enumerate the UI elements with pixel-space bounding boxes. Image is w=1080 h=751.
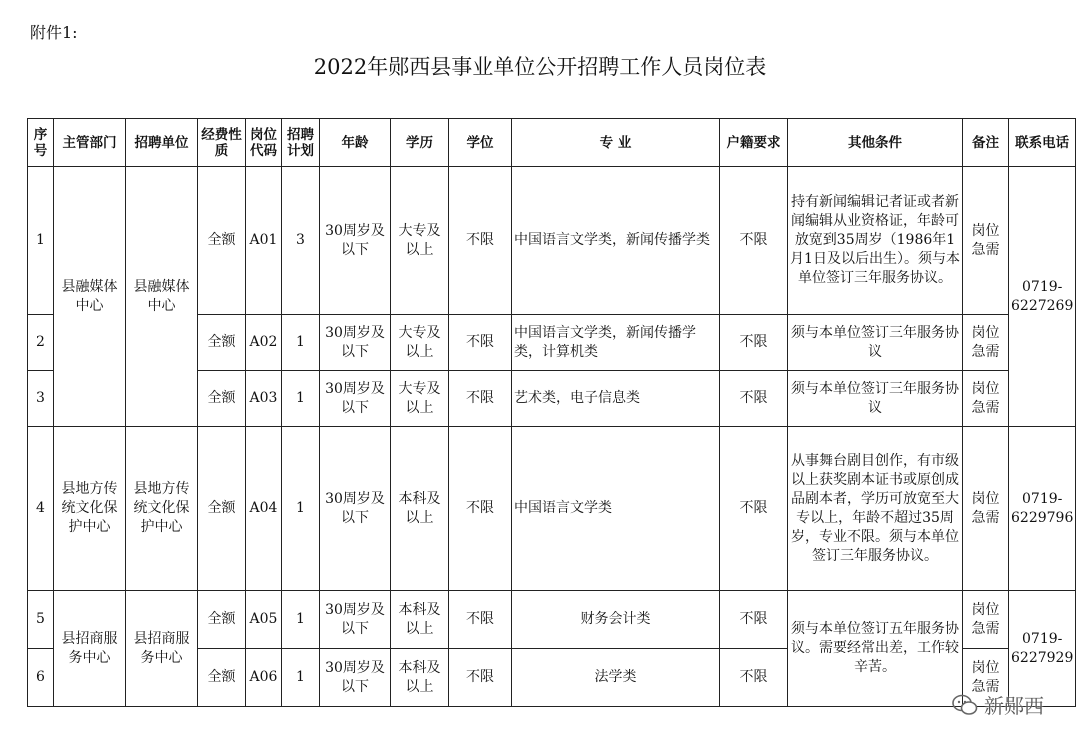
cell-education: 本科及以上	[391, 649, 449, 707]
header-seq: 序号	[28, 119, 54, 167]
page-title: 2022年郧西县事业单位公开招聘工作人员岗位表	[313, 55, 767, 79]
cell-hukou: 不限	[720, 427, 788, 591]
cell-age: 30周岁及以下	[320, 167, 391, 315]
cell-remark: 岗位急需	[963, 427, 1009, 591]
cell-age: 30周岁及以下	[320, 371, 391, 427]
cell-seq: 2	[28, 315, 54, 371]
header-code: 岗位代码	[246, 119, 282, 167]
cell-seq: 3	[28, 371, 54, 427]
cell-education: 大专及以上	[391, 167, 449, 315]
cell-seq: 5	[28, 591, 54, 649]
cell-code: A05	[246, 591, 282, 649]
cell-code: A03	[246, 371, 282, 427]
cell-hukou: 不限	[720, 167, 788, 315]
cell-seq: 1	[28, 167, 54, 315]
header-hukou: 户籍要求	[720, 119, 788, 167]
cell-dept: 县融媒体中心	[54, 167, 126, 427]
cell-funding: 全额	[198, 649, 246, 707]
cell-age: 30周岁及以下	[320, 427, 391, 591]
recruitment-table	[27, 118, 1076, 707]
cell-other: 从事舞台剧目创作，有市级以上获奖剧本证书或原创成品剧本者，学历可放宽至大专以上，年龄不超过35周岁，专业不限。须与本单位签订三年服务协议。	[788, 427, 963, 591]
header-degree: 学位	[449, 119, 512, 167]
cell-other: 须与本单位签订五年服务协议。需要经常出差，工作较辛苦。	[788, 591, 963, 707]
table-header-row	[28, 119, 1076, 167]
header-contact: 联系电话	[1009, 119, 1076, 167]
cell-plan: 1	[282, 427, 320, 591]
cell-degree: 不限	[449, 315, 512, 371]
cell-remark: 岗位急需	[963, 591, 1009, 649]
header-education: 学历	[391, 119, 449, 167]
cell-plan: 1	[282, 315, 320, 371]
cell-major: 中国语言文学类	[512, 427, 720, 591]
cell-education: 本科及以上	[391, 591, 449, 649]
cell-education: 大专及以上	[391, 371, 449, 427]
cell-contact: 0719-6229796	[1009, 427, 1076, 591]
cell-degree: 不限	[449, 167, 512, 315]
cell-code: A01	[246, 167, 282, 315]
cell-degree: 不限	[449, 649, 512, 707]
cell-remark: 岗位急需	[963, 315, 1009, 371]
cell-contact: 0719-6227269	[1009, 167, 1076, 427]
cell-other: 须与本单位签订三年服务协议	[788, 371, 963, 427]
cell-major: 财务会计类	[512, 591, 720, 649]
attachment-label: 附件1:	[30, 23, 78, 42]
cell-major: 中国语言文学类，新闻传播学类，计算机类	[512, 315, 720, 371]
cell-seq: 4	[28, 427, 54, 591]
cell-remark: 岗位急需	[963, 371, 1009, 427]
header-other: 其他条件	[788, 119, 963, 167]
cell-age: 30周岁及以下	[320, 649, 391, 707]
header-remark: 备注	[963, 119, 1009, 167]
cell-degree: 不限	[449, 427, 512, 591]
cell-major: 中国语言文学类，新闻传播学类	[512, 167, 720, 315]
cell-unit: 县融媒体中心	[126, 167, 198, 427]
cell-code: A02	[246, 315, 282, 371]
cell-hukou: 不限	[720, 649, 788, 707]
header-plan: 招聘计划	[282, 119, 320, 167]
cell-seq: 6	[28, 649, 54, 707]
cell-dept: 县地方传统文化保护中心	[54, 427, 126, 591]
watermark	[952, 690, 1044, 719]
cell-other: 须与本单位签订三年服务协议	[788, 315, 963, 371]
cell-code: A06	[246, 649, 282, 707]
cell-plan: 1	[282, 649, 320, 707]
cell-other: 持有新闻编辑记者证或者新闻编辑从业资格证，年龄可放宽到35周岁（1986年1月1日及以后出生）。须与本单位签订三年服务协议。	[788, 167, 963, 315]
cell-hukou: 不限	[720, 315, 788, 371]
cell-major: 法学类	[512, 649, 720, 707]
cell-unit: 县地方传统文化保护中心	[126, 427, 198, 591]
header-funding: 经费性质	[198, 119, 246, 167]
cell-plan: 1	[282, 371, 320, 427]
cell-unit: 县招商服务中心	[126, 591, 198, 707]
header-dept: 主管部门	[54, 119, 126, 167]
watermark-text: 新郧西	[984, 694, 1044, 718]
cell-funding: 全额	[198, 591, 246, 649]
cell-code: A04	[246, 427, 282, 591]
header-age: 年龄	[320, 119, 391, 167]
cell-hukou: 不限	[720, 371, 788, 427]
cell-age: 30周岁及以下	[320, 591, 391, 649]
cell-degree: 不限	[449, 371, 512, 427]
cell-remark: 岗位急需	[963, 167, 1009, 315]
cell-funding: 全额	[198, 427, 246, 591]
wechat-icon	[952, 694, 978, 716]
cell-plan: 3	[282, 167, 320, 315]
cell-degree: 不限	[449, 591, 512, 649]
cell-education: 本科及以上	[391, 427, 449, 591]
cell-education: 大专及以上	[391, 315, 449, 371]
header-unit: 招聘单位	[126, 119, 198, 167]
cell-major: 艺术类，电子信息类	[512, 371, 720, 427]
cell-contact: 0719-6227929	[1009, 591, 1076, 707]
cell-age: 30周岁及以下	[320, 315, 391, 371]
table-row	[28, 427, 1076, 591]
cell-funding: 全额	[198, 315, 246, 371]
header-major: 专 业	[512, 119, 720, 167]
cell-funding: 全额	[198, 371, 246, 427]
cell-remark: 岗位急需	[963, 649, 1009, 707]
cell-hukou: 不限	[720, 591, 788, 649]
table-row	[28, 167, 1076, 315]
cell-funding: 全额	[198, 167, 246, 315]
cell-plan: 1	[282, 591, 320, 649]
cell-dept: 县招商服务中心	[54, 591, 126, 707]
table-row	[28, 591, 1076, 649]
